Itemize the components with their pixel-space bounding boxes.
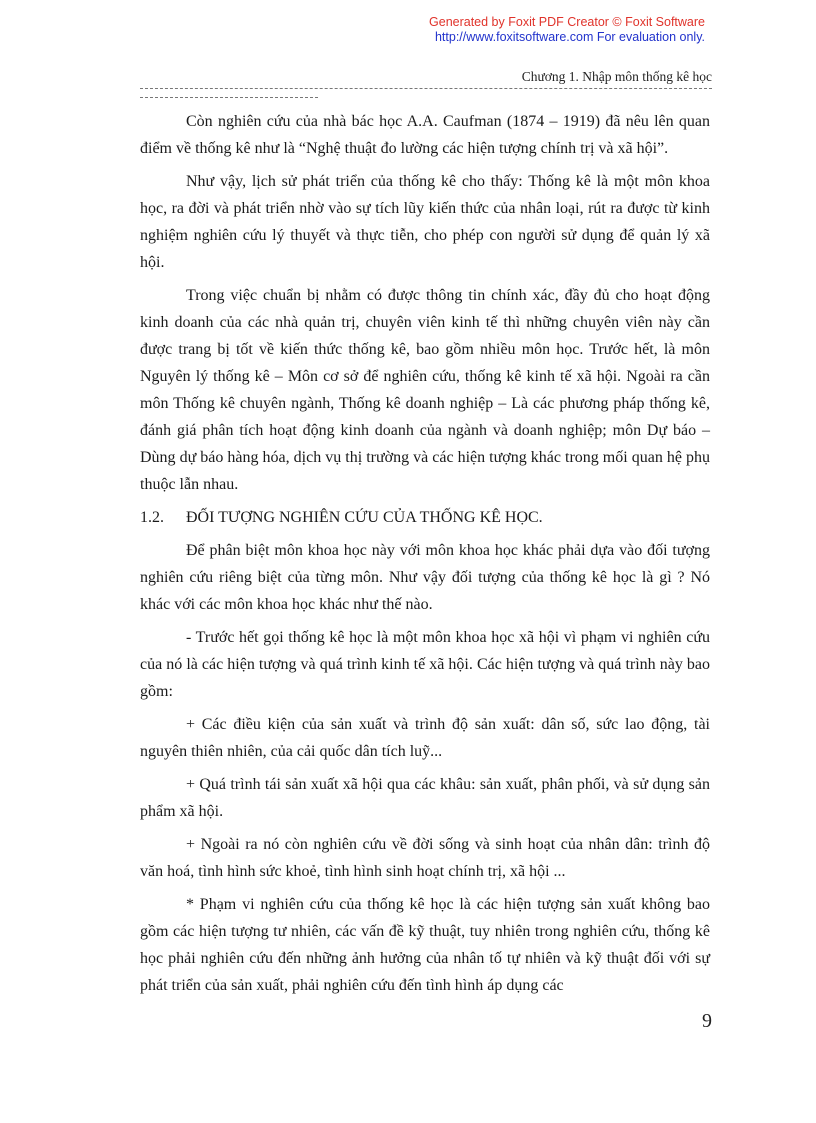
chapter-running-header: Chương 1. Nhập môn thống kê học bbox=[521, 69, 712, 84]
paragraph: Trong việc chuẩn bị nhằm có được thông tin chính xác, đầy đủ cho hoạt động kinh doanh của các nhà quản trị, chuyên viên kinh tế thì những chuyên viên này cần được trang bị tốt về kiến thức thống kê, bao gồm nhiều môn học. Trước hết, là môn Nguyên lý thống kê – Môn cơ sở để nghiên cứu, thống kê kinh tế xã hội. Ngoài ra cần môn Thống kê chuyên ngành, Thống kê doanh nghiệp – Là các phương pháp thống kê, đánh giá phân tích hoạt động kinh doanh của ngành và doanh nghiệp; môn Dự báo – Dùng dự báo hàng hóa, dịch vụ thị trường và các hiện tượng khác trong mối quan hệ phụ thuộc lẫn nhau. bbox=[140, 287, 710, 493]
paragraph: Để phân biệt môn khoa học này với môn khoa học khác phải dựa vào đối tượng nghiên cứu riêng biệt của từng môn. Như vậy đối tượng của thống kê học là gì ? Nó khác với các môn khoa học khác như thế nào. bbox=[140, 542, 710, 613]
watermark-generated-line: Generated by Foxit PDF Creator © Foxit Software bbox=[429, 15, 705, 29]
paragraph: Như vậy, lịch sử phát triển của thống kê cho thấy: Thống kê là một môn khoa học, ra đời và phát triển nhờ vào sự tích lũy kiến thức của nhân loại, rút ra được từ kinh nghiệm nghiên cứu lý thuyết và thực tiễn, cho phép con người sử dụng để quản lý xã hội. bbox=[140, 173, 710, 271]
paragraph: - Trước hết gọi thống kê học là một môn khoa học xã hội vì phạm vi nghiên cứu của nó là các hiện tượng và quá trình kinh tế xã hội. Các hiện tượng và quá trình này bao gồm: bbox=[140, 629, 710, 700]
foxit-watermark bbox=[0, 15, 705, 45]
header-divider bbox=[140, 88, 712, 89]
section-number: 1.2. bbox=[140, 509, 164, 526]
list-item: + Ngoài ra nó còn nghiên cứu về đời sống và sinh hoạt của nhân dân: trình độ văn hoá, tình hình sức khoẻ, tình hình sinh hoạt chính trị, xã hội ... bbox=[140, 836, 710, 880]
section-heading bbox=[140, 504, 710, 531]
list-item: + Quá trình tái sản xuất xã hội qua các khâu: sản xuất, phân phối, và sử dụng sản phẩm xã hội. bbox=[140, 776, 710, 820]
watermark-url-line: http://www.foxitsoftware.com For evaluation only. bbox=[434, 30, 705, 44]
header-divider-short bbox=[140, 97, 318, 98]
page-number: 9 bbox=[702, 1010, 712, 1032]
page-body bbox=[140, 108, 710, 1005]
list-item: + Các điều kiện của sản xuất và trình độ sản xuất: dân số, sức lao động, tài nguyên thiên nhiên, của cải quốc dân tích luỹ... bbox=[140, 716, 710, 760]
paragraph: * Phạm vi nghiên cứu của thống kê học là các hiện tượng sản xuất không bao gồm các hiện tượng tư nhiên, các vấn đề kỹ thuật, tuy nhiên trong nghiên cứu, thống kê học phải nghiên cứu đến những ảnh hưởng của nhân tố tự nhiên và kỹ thuật đối với sự phát triển của sản xuất, phải nghiên cứu đến tình hình áp dụng các bbox=[140, 896, 710, 994]
paragraph: Còn nghiên cứu của nhà bác học A.A. Caufman (1874 – 1919) đã nêu lên quan điểm về thống kê như là “Nghệ thuật đo lường các hiện tượng chính trị và xã hội”. bbox=[140, 113, 710, 157]
section-title: ĐỐI TƯỢNG NGHIÊN CỨU CỦA THỐNG KÊ HỌC. bbox=[186, 509, 543, 526]
